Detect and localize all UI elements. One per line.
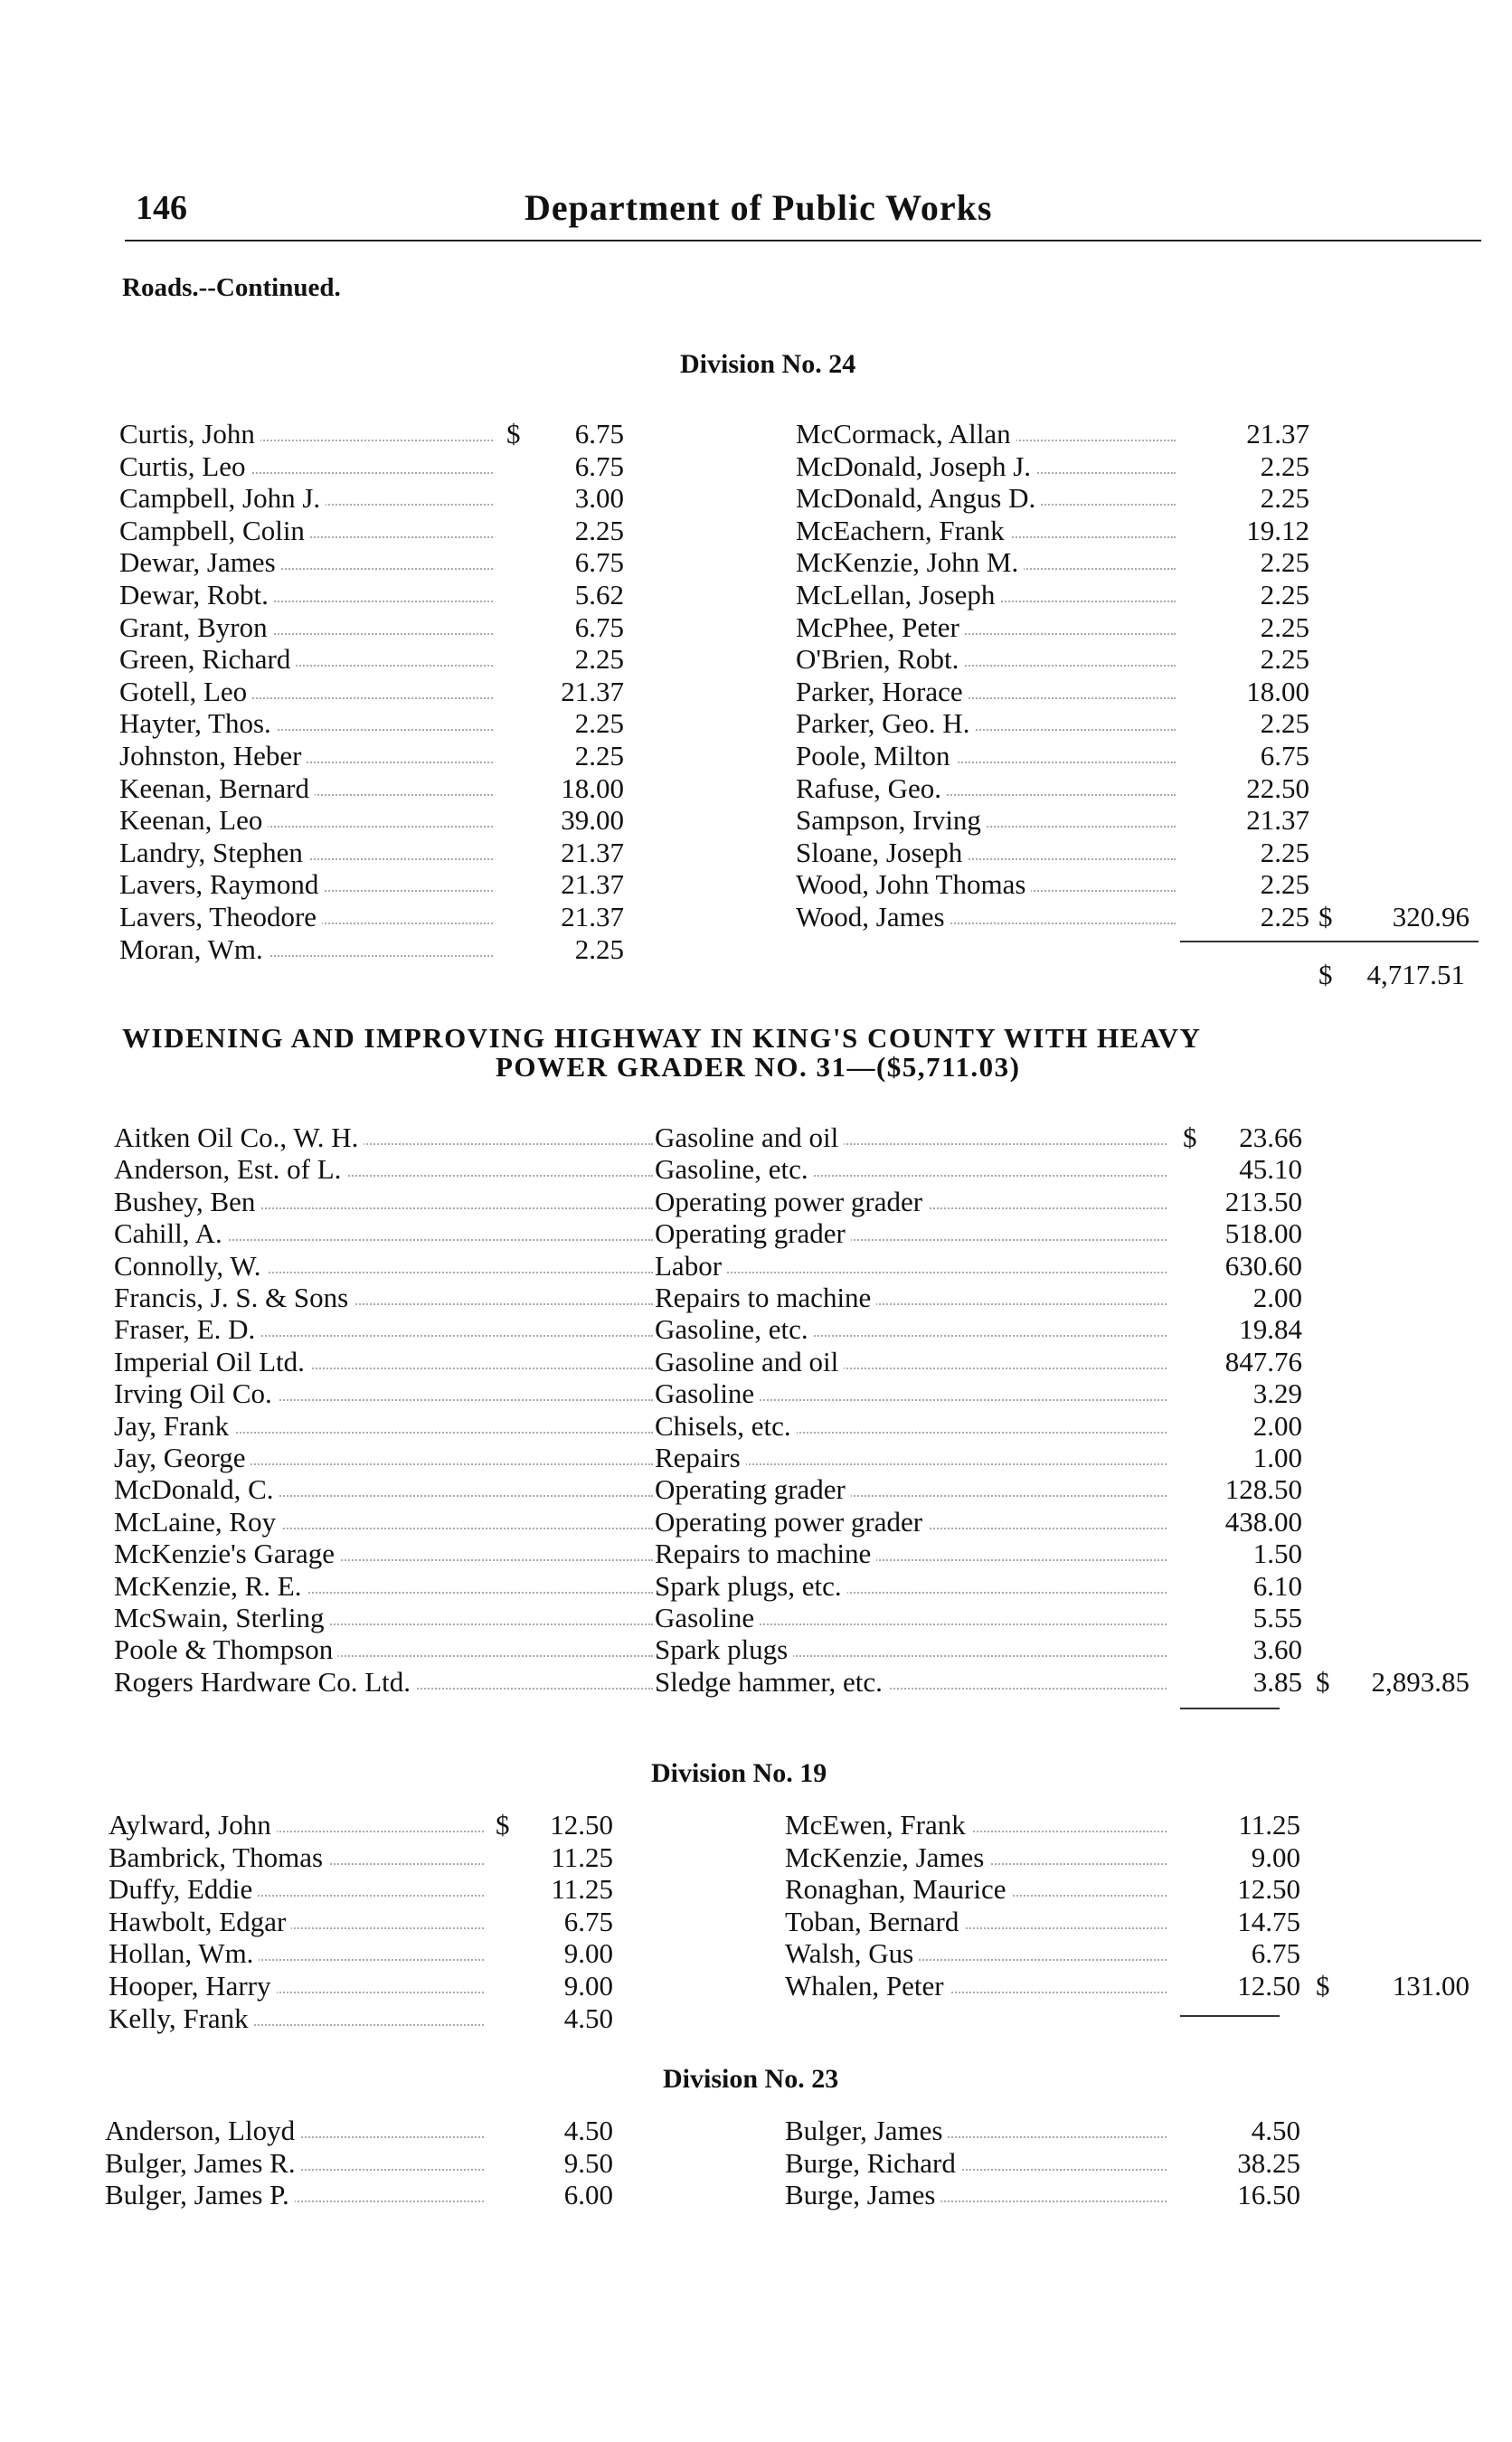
widening-description: Operating grader (655, 1217, 851, 1250)
div24-left-amount: 5.62 (574, 579, 624, 610)
div24-left-amount: 6.75 (574, 450, 624, 482)
widening-row (114, 1153, 1469, 1186)
div24-right-amount: 19.12 (1246, 514, 1309, 546)
widening-row (114, 1666, 1469, 1699)
div24-left-row (119, 643, 633, 676)
widening-amount: 3.85 (1252, 1665, 1302, 1698)
div19-left-name: Aylward, John (109, 1809, 277, 1841)
widening-row (114, 1442, 1469, 1474)
widening-amount: 2.00 (1252, 1409, 1302, 1442)
div24-left-name: Johnston, Heber (119, 740, 307, 772)
div19-left-row (109, 2002, 624, 2035)
div24-right-row (796, 868, 1469, 901)
div24-right-row (796, 418, 1469, 450)
div19-right-row (785, 1841, 1469, 1874)
div19-right-total: 131.00 (1392, 1970, 1469, 2002)
div23-left-row (105, 2179, 624, 2211)
widening-row (114, 1570, 1469, 1603)
widening-name: Rogers Hardware Co. Ltd. (114, 1666, 416, 1699)
widening-total-rule (1180, 1708, 1280, 1709)
div24-right-row (796, 740, 1469, 772)
div19-left-row (109, 1841, 624, 1874)
div23-left-name: Bulger, James P. (105, 2179, 295, 2211)
widening-row (114, 1122, 1469, 1154)
div19-left-name: Hooper, Harry (109, 1970, 277, 2002)
dot-leader (687, 1272, 1167, 1273)
div19-left-row (109, 1809, 624, 1841)
div24-left-name: Green, Richard (119, 643, 296, 676)
div24-left-amount: 2.25 (574, 932, 624, 965)
header-rule (125, 240, 1481, 241)
div24-right-amount: 2.25 (1260, 546, 1309, 579)
widening-amount: 3.29 (1252, 1377, 1302, 1410)
widening-name: Irving Oil Co. (114, 1377, 278, 1410)
div24-left-row (119, 868, 633, 901)
widening-name: McKenzie's Garage (114, 1538, 340, 1570)
widening-title-line2: POWER GRADER NO. 31—($5,711.03) (496, 1051, 1021, 1083)
div23-left-row (105, 2147, 624, 2180)
widening-amount: 630.60 (1224, 1249, 1302, 1282)
div24-left-name: Hayter, Thos. (119, 707, 277, 740)
div24-left-name: Grant, Byron (119, 611, 273, 644)
div24-left-amount: 2.25 (574, 514, 624, 546)
div24-left-row (119, 676, 633, 708)
widening-row (114, 1538, 1469, 1570)
div23-left-amount: 9.50 (563, 2146, 613, 2179)
div19-left-name: Bambrick, Thomas (109, 1841, 328, 1874)
widening-total: 2,893.85 (1371, 1665, 1469, 1698)
widening-name: Anderson, Est. of L. (114, 1153, 346, 1186)
div24-left-row (119, 837, 633, 869)
div24-right-amount: 6.75 (1260, 740, 1309, 771)
widening-amount: 128.50 (1224, 1473, 1302, 1506)
widening-amount: 6.10 (1252, 1569, 1302, 1602)
div19-right-name: Walsh, Gus (785, 1937, 919, 1970)
div24-left-row (119, 482, 633, 515)
widening-dollar: $ (1183, 1122, 1197, 1153)
div24-right-name: McPhee, Peter (796, 611, 965, 644)
div24-right-name: McCormack, Allan (796, 418, 1016, 450)
div23-right-amount: 4.50 (1251, 2115, 1300, 2146)
div19-left-amount: 11.25 (551, 1841, 613, 1873)
div24-left-row (119, 418, 633, 450)
widening-name: McKenzie, R. E. (114, 1570, 307, 1603)
div24-left-amount: 18.00 (561, 771, 624, 804)
div24-left-name: Landry, Stephen (119, 837, 308, 869)
widening-amount: 438.00 (1224, 1505, 1302, 1538)
widening-name: Imperial Oil Ltd. (114, 1346, 310, 1378)
div24-left-row (119, 579, 633, 611)
div24-right-amount: 2.25 (1260, 707, 1309, 740)
div19-right-amount: 11.25 (1238, 1809, 1300, 1841)
widening-name: Bushey, Ben (114, 1186, 260, 1218)
widening-name: Aitken Oil Co., W. H. (114, 1122, 364, 1154)
widening-row (114, 1473, 1469, 1506)
div19-right-row (785, 1906, 1469, 1938)
div24-left-dollar: $ (506, 418, 521, 450)
div19-left-row (109, 1970, 624, 2002)
widening-row (114, 1186, 1469, 1218)
div24-right-amount: 18.00 (1246, 675, 1309, 707)
div24-left-amount: 21.37 (561, 901, 624, 932)
div19-left-amount: 9.00 (563, 1970, 613, 2002)
div24-right-name: Rafuse, Geo. (796, 772, 947, 805)
grand-total-dollar: $ (1318, 959, 1333, 990)
division-24-total-rule (1180, 941, 1479, 942)
widening-row (114, 1346, 1469, 1378)
div24-right-row (796, 837, 1469, 869)
div19-right-name: Toban, Bernard (785, 1906, 964, 1938)
div19-left-amount: 4.50 (563, 2002, 613, 2034)
widening-name: McSwain, Sterling (114, 1602, 330, 1634)
div19-left-amount: 11.25 (551, 1873, 613, 1906)
div19-left-dollar: $ (496, 1809, 510, 1841)
div19-right-amount: 12.50 (1237, 1873, 1300, 1906)
widening-row (114, 1602, 1469, 1634)
widening-total-dollar: $ (1316, 1665, 1330, 1698)
div23-right-row (785, 2179, 1311, 2211)
widening-row (114, 1313, 1469, 1346)
div24-right-name: O'Brien, Robt. (796, 643, 964, 676)
div24-left-amount: 39.00 (561, 804, 624, 837)
div23-right-row (785, 2115, 1311, 2147)
page-number: 146 (136, 189, 187, 227)
div19-left-amount: 9.00 (563, 1937, 613, 1970)
div24-left-name: Dewar, James (119, 546, 281, 579)
div24-right-name: McDonald, Angus D. (796, 482, 1041, 515)
div23-left-amount: 4.50 (563, 2115, 613, 2146)
div24-right-row (796, 707, 1469, 740)
widening-description: Gasoline, etc. (655, 1313, 814, 1346)
div19-right-name: Whalen, Peter (785, 1970, 950, 2002)
widening-amount: 2.00 (1252, 1282, 1302, 1313)
div24-left-row (119, 546, 633, 579)
widening-description: Operating power grader (655, 1186, 928, 1218)
div19-right-amount: 9.00 (1251, 1841, 1300, 1873)
div19-left-name: Kelly, Frank (109, 2002, 254, 2035)
div24-left-name: Campbell, John J. (119, 482, 326, 515)
div24-right-name: McEachern, Frank (796, 515, 1010, 547)
widening-description: Operating grader (655, 1473, 851, 1506)
div24-right-row (796, 901, 1469, 933)
div24-left-amount: 2.25 (574, 643, 624, 676)
div24-right-total-dollar: $ (1318, 901, 1333, 932)
section-continued-heading: Roads.--Continued. (122, 273, 341, 302)
widening-name: Jay, Frank (114, 1410, 234, 1443)
div24-right-amount: 21.37 (1246, 804, 1309, 837)
div24-right-name: McDonald, Joseph J. (796, 450, 1036, 483)
div19-right-name: McEwen, Frank (785, 1809, 971, 1841)
div24-right-total: 320.96 (1392, 901, 1469, 932)
div24-right-amount: 2.25 (1260, 643, 1309, 676)
widening-description: Repairs to machine (655, 1538, 876, 1570)
div24-left-name: Curtis, Leo (119, 450, 251, 483)
div24-left-amount: 6.75 (574, 610, 624, 643)
widening-row (114, 1217, 1469, 1250)
grand-total-amount: 4,717.51 (1366, 959, 1465, 990)
div23-right-row (785, 2147, 1311, 2180)
div19-left-name: Hawbolt, Edgar (109, 1906, 291, 1938)
div23-right-name: Burge, Richard (785, 2147, 961, 2180)
div19-left-row (109, 1937, 624, 1970)
div24-right-amount: 2.25 (1260, 836, 1309, 868)
div24-right-amount: 2.25 (1260, 901, 1309, 932)
div24-right-name: McKenzie, John M. (796, 546, 1024, 579)
div24-left-name: Lavers, Raymond (119, 868, 324, 901)
div24-left-row (119, 450, 633, 483)
div24-right-amount: 2.25 (1260, 610, 1309, 643)
widening-name: Fraser, E. D. (114, 1313, 260, 1346)
widening-row (114, 1506, 1469, 1538)
div24-right-amount: 2.25 (1260, 450, 1309, 482)
div24-left-name: Dewar, Robt. (119, 579, 274, 611)
widening-description: Spark plugs (655, 1633, 793, 1666)
div24-left-row (119, 740, 633, 772)
widening-description: Labor (655, 1250, 727, 1283)
widening-description: Repairs (655, 1442, 746, 1474)
div24-right-amount: 22.50 (1246, 771, 1309, 804)
div24-left-amount: 6.75 (574, 546, 624, 579)
div19-left-row (109, 1873, 624, 1906)
widening-amount: 23.66 (1239, 1122, 1302, 1153)
div24-right-amount: 2.25 (1260, 482, 1309, 515)
widening-row (114, 1282, 1469, 1314)
div24-left-name: Curtis, John (119, 418, 260, 450)
widening-name: Connolly, W. (114, 1250, 267, 1283)
div19-left-row (109, 1906, 624, 1938)
div24-left-name: Campbell, Colin (119, 515, 310, 547)
widening-description: Gasoline (655, 1377, 760, 1410)
div24-right-name: McLellan, Joseph (796, 579, 1000, 611)
div24-right-row (796, 450, 1469, 483)
widening-name: Francis, J. S. & Sons (114, 1282, 354, 1314)
page-title: Department of Public Works (524, 187, 993, 228)
widening-amount: 19.84 (1239, 1313, 1302, 1346)
div19-right-row (785, 1873, 1469, 1906)
div24-left-row (119, 772, 633, 805)
div24-left-amount: 2.25 (574, 707, 624, 740)
widening-amount: 1.00 (1252, 1442, 1302, 1473)
widening-description: Spark plugs, etc. (655, 1570, 847, 1603)
div24-left-name: Keenan, Leo (119, 804, 268, 837)
widening-title-line1: WIDENING AND IMPROVING HIGHWAY IN KING'S COUNTY WITH HEAVY (122, 1022, 1202, 1054)
div23-right-amount: 16.50 (1237, 2179, 1300, 2211)
div24-left-amount: 2.25 (574, 740, 624, 771)
div24-right-row (796, 515, 1469, 547)
division-19-total-rule (1180, 2015, 1280, 2017)
widening-description: Gasoline, etc. (655, 1153, 814, 1186)
div19-right-row (785, 1937, 1469, 1970)
widening-row (114, 1377, 1469, 1410)
widening-description: Gasoline and oil (655, 1346, 844, 1378)
widening-description: Chisels, etc. (655, 1410, 797, 1443)
div24-left-amount: 3.00 (574, 482, 624, 515)
widening-description: Operating power grader (655, 1506, 928, 1538)
div24-left-name: Lavers, Theodore (119, 901, 322, 933)
div24-right-row (796, 804, 1469, 837)
div24-left-amount: 21.37 (561, 836, 624, 868)
div19-right-name: McKenzie, James (785, 1841, 989, 1874)
div19-right-total-dollar: $ (1316, 1970, 1330, 2002)
widening-row (114, 1410, 1469, 1443)
div23-left-row (105, 2115, 624, 2147)
div24-left-row (119, 515, 633, 547)
div24-right-amount: 21.37 (1246, 418, 1309, 450)
widening-name: Jay, George (114, 1442, 250, 1474)
div24-right-amount: 2.25 (1260, 868, 1309, 901)
div19-right-amount: 14.75 (1237, 1905, 1300, 1937)
div24-right-row (796, 579, 1469, 611)
dot-leader (687, 1463, 1167, 1465)
division-24-title: Division No. 24 (680, 349, 856, 379)
div24-left-row (119, 707, 633, 740)
widening-name: McDonald, C. (114, 1473, 279, 1506)
div23-right-name: Bulger, James (785, 2115, 948, 2147)
div23-right-name: Burge, James (785, 2179, 940, 2211)
div24-right-name: Wood, James (796, 901, 950, 933)
division-23-title: Division No. 23 (663, 2064, 839, 2094)
widening-description: Gasoline and oil (655, 1122, 844, 1154)
div24-left-name: Keenan, Bernard (119, 772, 315, 805)
div24-left-name: Moran, Wm. (119, 933, 269, 966)
widening-description: Sledge hammer, etc. (655, 1666, 888, 1699)
widening-name: Poole & Thompson (114, 1633, 338, 1666)
div19-right-row (785, 1970, 1469, 2002)
div24-left-row (119, 804, 633, 837)
div24-right-row (796, 546, 1469, 579)
widening-amount: 847.76 (1224, 1345, 1302, 1377)
div19-left-amount: 12.50 (550, 1809, 613, 1841)
div24-right-row (796, 611, 1469, 644)
div24-right-name: Sampson, Irving (796, 804, 987, 837)
widening-amount: 3.60 (1252, 1633, 1302, 1666)
div24-right-name: Parker, Horace (796, 676, 969, 708)
div19-right-amount: 12.50 (1237, 1970, 1300, 2002)
widening-amount: 213.50 (1224, 1185, 1302, 1217)
div24-right-row (796, 643, 1469, 676)
div19-left-amount: 6.75 (563, 1905, 613, 1937)
div24-left-row (119, 901, 633, 933)
div24-left-amount: 6.75 (574, 418, 624, 450)
div19-right-row (785, 1809, 1469, 1841)
div23-left-name: Bulger, James R. (105, 2147, 301, 2180)
div24-left-name: Gotell, Leo (119, 676, 252, 708)
widening-name: McLaine, Roy (114, 1506, 281, 1538)
widening-amount: 5.55 (1252, 1602, 1302, 1633)
div24-right-row (796, 772, 1469, 805)
widening-name: Cahill, A. (114, 1217, 228, 1250)
div23-left-amount: 6.00 (563, 2179, 613, 2211)
div24-left-amount: 21.37 (561, 675, 624, 707)
div24-right-name: Poole, Milton (796, 740, 956, 772)
widening-row (114, 1633, 1469, 1666)
div24-right-name: Parker, Geo. H. (796, 707, 975, 740)
widening-description: Gasoline (655, 1602, 760, 1634)
widening-amount: 518.00 (1224, 1217, 1302, 1250)
div19-left-name: Duffy, Eddie (109, 1873, 258, 1906)
widening-amount: 1.50 (1252, 1538, 1302, 1570)
div24-left-row (119, 933, 633, 966)
division-19-title: Division No. 19 (651, 1758, 827, 1788)
widening-description: Repairs to machine (655, 1282, 876, 1314)
div23-left-name: Anderson, Lloyd (105, 2115, 300, 2147)
div19-right-amount: 6.75 (1251, 1937, 1300, 1970)
div24-left-row (119, 611, 633, 644)
widening-row (114, 1250, 1469, 1283)
div24-right-name: Sloane, Joseph (796, 837, 968, 869)
widening-amount: 45.10 (1239, 1153, 1302, 1186)
div24-right-row (796, 676, 1469, 708)
div24-right-amount: 2.25 (1260, 579, 1309, 610)
div24-right-name: Wood, John Thomas (796, 868, 1031, 901)
div24-right-row (796, 482, 1469, 515)
div23-right-amount: 38.25 (1237, 2146, 1300, 2179)
div24-left-amount: 21.37 (561, 868, 624, 901)
div19-right-name: Ronaghan, Maurice (785, 1873, 1011, 1906)
div19-left-name: Hollan, Wm. (109, 1937, 259, 1970)
